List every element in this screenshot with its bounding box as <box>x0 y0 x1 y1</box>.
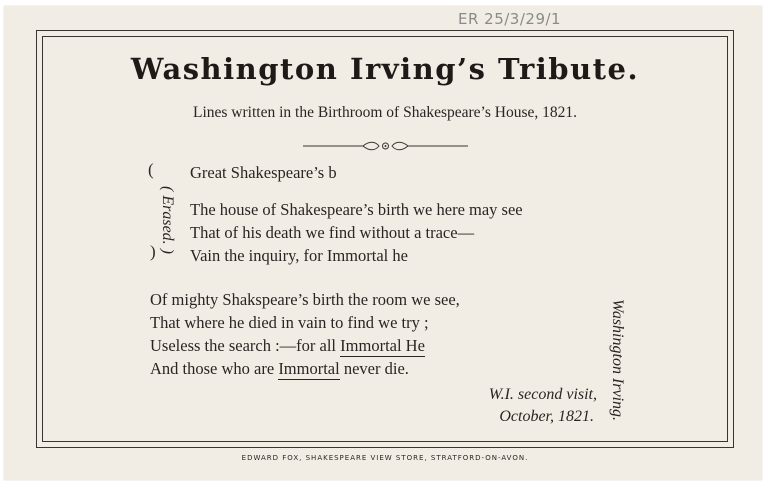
underlined-immortal-he: Immortal He <box>340 336 425 355</box>
poem-line-1: Of mighty Shakspeare’s birth the room we see, <box>150 290 460 309</box>
erased-open-paren: ( <box>148 160 154 179</box>
poem-line-3-text: Useless the search :—for all <box>150 336 341 355</box>
poem-line-4-text: And those who are <box>150 359 279 378</box>
erased-line-1: Great Shakespeare’s b <box>190 163 337 182</box>
erased-close-paren: ) <box>150 242 156 261</box>
underlined-immortal: Immortal <box>278 359 340 378</box>
signature: Washington Irving. <box>609 298 626 422</box>
publisher-footer: EDWARD FOX, SHAKESPEARE VIEW STORE, STRATFORD-ON-AVON. <box>241 454 529 462</box>
ornament-divider <box>303 139 468 153</box>
poem-line-2: That where he died in vain to find we try ; <box>150 313 429 332</box>
poem-line-4-end: never die. <box>339 359 409 378</box>
card-title: Washington Irving’s Tribute. <box>130 52 640 86</box>
erased-marker: ( Erased. ) <box>159 186 176 254</box>
poem-line-4 <box>150 359 409 379</box>
card-subtitle: Lines written in the Birthroom of Shakespeare’s House, 1821. <box>193 104 577 121</box>
visit-note-line-1: W.I. second visit, <box>488 386 597 403</box>
visit-note-line-2: October, 1821. <box>499 408 594 425</box>
erased-line-4: Vain the inquiry, for Immortal he <box>190 246 408 265</box>
erased-line-3: That of his death we find without a trace— <box>190 223 475 242</box>
erased-line-2: The house of Shakespeare’s birth we here may see <box>190 200 523 219</box>
pencil-catalogue-note: ER 25/3/29/1 <box>458 10 562 28</box>
poem-line-3 <box>150 336 425 356</box>
